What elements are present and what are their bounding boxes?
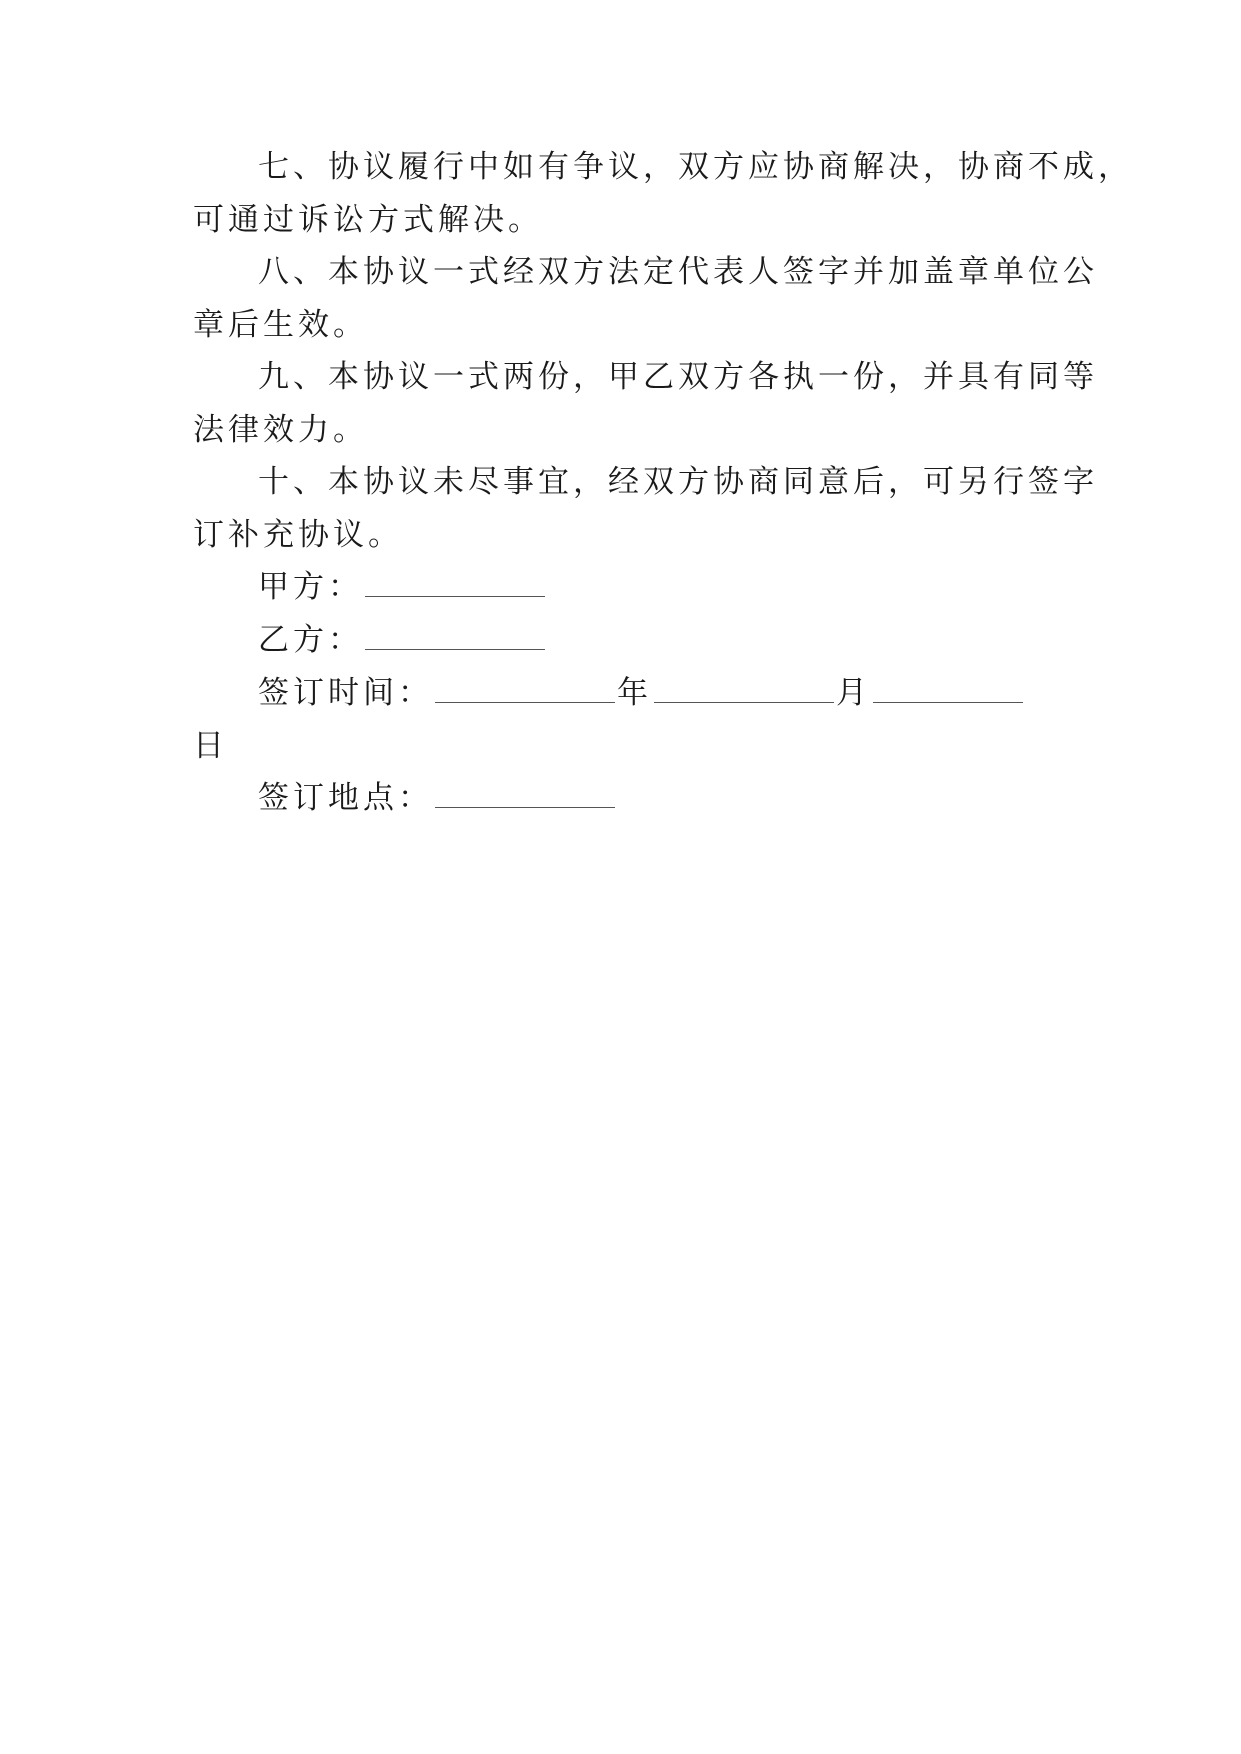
party-a-row bbox=[258, 567, 1053, 607]
party-a-blank[interactable] bbox=[365, 568, 545, 597]
clause-10-line-1: 十、本协议未尽事宜，经双方协商同意后，可另行签字 bbox=[258, 464, 1098, 500]
clause-9-line-2: 法律效力。 bbox=[193, 412, 368, 448]
signing-place-row bbox=[258, 778, 1053, 818]
party-b-blank[interactable] bbox=[365, 621, 545, 650]
year-label: 年 bbox=[617, 675, 652, 711]
signing-date-label: 签订时间： bbox=[258, 675, 433, 711]
signing-place-label: 签订地点： bbox=[258, 780, 433, 816]
signing-date-row bbox=[258, 673, 1053, 713]
clause-10-line-2: 订补充协议。 bbox=[193, 517, 403, 553]
clause-8-line-1: 八、本协议一式经双方法定代表人签字并加盖章单位公 bbox=[258, 254, 1098, 290]
signing-place-blank[interactable] bbox=[435, 779, 615, 808]
clause-7-line-1: 七、协议履行中如有争议，双方应协商解决，协商不成， bbox=[258, 149, 1133, 185]
clause-8-line-2: 章后生效。 bbox=[193, 307, 368, 343]
day-label: 日 bbox=[193, 728, 228, 764]
clause-9-line-1: 九、本协议一式两份，甲乙双方各执一份，并具有同等 bbox=[258, 359, 1098, 395]
year-blank[interactable] bbox=[435, 674, 615, 703]
month-label: 月 bbox=[836, 675, 871, 711]
party-b-label: 乙方： bbox=[258, 622, 363, 658]
clause-7-line-2: 可通过诉讼方式解决。 bbox=[193, 202, 543, 238]
day-blank[interactable] bbox=[873, 674, 1023, 703]
party-a-label: 甲方： bbox=[258, 569, 363, 605]
month-blank[interactable] bbox=[654, 674, 834, 703]
party-b-row bbox=[258, 620, 1053, 660]
